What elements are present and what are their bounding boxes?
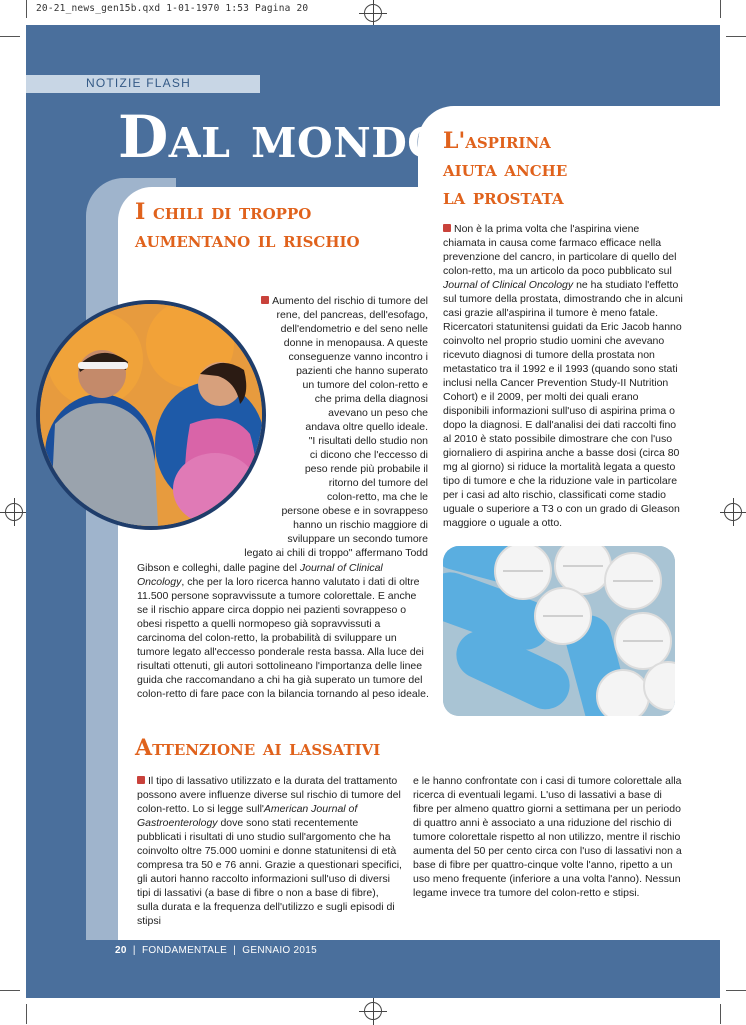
text-line: pazienti che hanno superato xyxy=(296,365,428,377)
text-line: colon-retto, ma che le xyxy=(327,491,428,503)
article-aspirina-text-part: ne ha studiato l'effetto sul tumore della prostata, dimostrando che in alcuni casi grazie all'aspirina il tumore è meno fatale. Ricercatori statunitensi guidati da Eric Jacob hanno coinvolto nel proprio studio uomini che avevano ricevuto diagnosi di tumore della prostata non metastatico tra il 1992 e il 1993 (quando sono stati inclusi nella Cancer Prevention Study-II Nutrition Cohort) e il 2009, per molti dei quali erano disponibili informazioni sull'uso di aspirina prima o dopo la diagnosi. E dall'analisi dei dati raccolti fino al 2010 è stato possibile dimostrare che con l'uso giornaliero di aspirina anche a basse dosi (circa 80 mg al giorno) si riduce la mortalità legata a questo tipo di tumore e che la riduzione vale in particolare per i casi ad alto rischio, classificati come stadio uguale o superiore a T3 o con un grado di Gleason maggiore o uguale a otto. xyxy=(443,279,683,529)
bullet-marker xyxy=(137,776,145,784)
crop-mark xyxy=(726,990,746,991)
text-line: "I risultati dello studio non xyxy=(308,435,428,447)
text-line: peso rende più probabile il xyxy=(304,463,428,475)
text-line: donne in menopausa. A queste xyxy=(283,337,428,349)
text-line: hanno un rischio maggiore di xyxy=(293,519,428,531)
title-line: la prostata xyxy=(443,184,564,210)
article-lassativi-text-part: Il tipo di lassativo utilizzato e la durata del trattamento possono avere influenze diverse sul rischio di tumore del colon-retto. Lo si legge sull' xyxy=(137,775,401,815)
article-title-lassativi: Attenzione ai lassativi xyxy=(135,735,381,761)
article-aspirina-text-part: Non è la prima volta che l'aspirina viene chiamata in causa come farmaco efficace nella prevenzione del cancro, in particolare di quello del colon-retto, ma un articolo da poco pubblicato sul xyxy=(443,223,677,277)
section-label-band xyxy=(26,75,260,93)
article-lassativi-text-part: dove sono stati recentemente pubblicati i risultati di uno studio sull'argomento che ha coinvolto oltre 75.000 uomini e donne statunitensi di età compresa tra 50 e 76 anni. Grazie a questionari specifici, gli autori hanno raccolto informazioni sull'uso di diversi tipi di lassativi (a base di fibre o non a base di fibre), sulla durata e la frequenza dell'utilizzo e sugli episodi di stipsi xyxy=(137,817,402,927)
issue-date: GENNAIO 2015 xyxy=(242,945,318,956)
text-line: persone obese e in sovrappeso xyxy=(281,505,428,517)
text-line: sviluppare un secondo tumore xyxy=(287,533,428,545)
pills-photo xyxy=(443,546,675,716)
text-line: legato ai chili di troppo" affermano Todd xyxy=(244,547,428,559)
article-chili-text-part: Gibson e colleghi, dalle pagine del xyxy=(137,562,300,574)
pills-illustration xyxy=(443,546,675,716)
print-slug: 20-21_news_gen15b.qxd 1-01-1970 1:53 Pagina 20 xyxy=(36,3,309,14)
article-chili-text xyxy=(137,561,430,701)
text-line: ritorno del tumore del xyxy=(328,477,428,489)
article-chili-wrapped-text xyxy=(138,294,428,560)
text-line xyxy=(138,294,428,308)
registration-mark xyxy=(364,4,382,22)
text-line: che prima della diagnosi xyxy=(314,393,428,405)
page-footer: 20 | FONDAMENTALE | GENNAIO 2015 xyxy=(115,945,318,956)
article-lassativi-col1 xyxy=(137,774,402,928)
text-line: rene, del pancreas, dell'esofago, xyxy=(276,309,428,321)
journal-name: American Journal of Gastroenterology xyxy=(137,803,358,829)
crop-mark xyxy=(720,0,721,18)
article-title-aspirina xyxy=(443,127,703,211)
crop-mark xyxy=(26,1004,27,1024)
bullet-marker xyxy=(443,224,451,232)
section-label: NOTIZIE FLASH xyxy=(86,76,191,90)
text-line: andava oltre quello ideale. xyxy=(305,421,428,433)
text-line: ci dicono che l'eccesso di xyxy=(309,449,428,461)
journal-name: Journal of Clinical Oncology xyxy=(443,279,574,291)
registration-mark xyxy=(364,1002,382,1020)
magazine-name: FONDAMENTALE xyxy=(141,945,228,956)
bullet-marker xyxy=(261,296,269,304)
article-aspirina-text xyxy=(443,222,683,530)
title-line: aiuta anche xyxy=(443,156,568,182)
text-line: un tumore del colon-retto e xyxy=(302,379,428,391)
page-number: 20 xyxy=(115,945,127,956)
text-line: conseguenze vanno incontro i xyxy=(288,351,428,363)
registration-mark xyxy=(724,503,742,521)
article-lassativi-col2: e le hanno confrontate con i casi di tumore colorettale alla ricerca di eventuali legami. L'uso di lassativi a base di fibre per almeno quattro giorni a settimana per un periodo di quattro anni è associato a una riduzione del rischio di tumore colorettale rispetto al non utilizzo, mentre il rischio aumenta del 50 per cento circa con l'uso di lassativi non a base di fibre per quattro-cinque volte l'anno, ripetto a un uso meno frequente (inferiore a una volta l'anno). Nessun legame invece tra tumore del colon-retto e stipsi. xyxy=(413,775,682,899)
title-line: L'aspirina xyxy=(443,128,551,154)
page-title: Dal mondo xyxy=(118,103,444,171)
text-line: dell'endometrio e del seno nelle xyxy=(280,323,428,335)
crop-mark xyxy=(726,36,746,37)
text-line-content: Aumento del rischio di tumore del xyxy=(272,295,428,307)
journal-name: Journal of Clinical Oncology xyxy=(137,562,383,588)
crop-mark xyxy=(0,990,20,991)
crop-mark xyxy=(26,0,27,18)
article-title-chili: I chili di troppo aumentano il rischio xyxy=(135,199,360,253)
article-chili-text-part: , che per la loro ricerca hanno valutato i dati di oltre 11.500 persone sopravvissute a tumore colorettale. E anche se il rischio appare circa doppio nei pazienti sovrappeso o obesi rispetto a quelli normopeso già sopravvissuti a carcinoma del colon-retto, la probabilità di sviluppare un tumore legato all'eccesso ponderale resta bassa. Alla luce dei risultati ottenuti, gli autori sottolineano l'importanza delle linee guida che raccomandano a chi ha già superato un tumore del colon-retto di fare pace con la bilancia tornando al peso ideale. xyxy=(137,576,429,700)
registration-mark xyxy=(5,503,23,521)
crop-mark xyxy=(0,36,20,37)
crop-mark xyxy=(720,1004,721,1024)
text-line: avevano un peso che xyxy=(328,407,428,419)
